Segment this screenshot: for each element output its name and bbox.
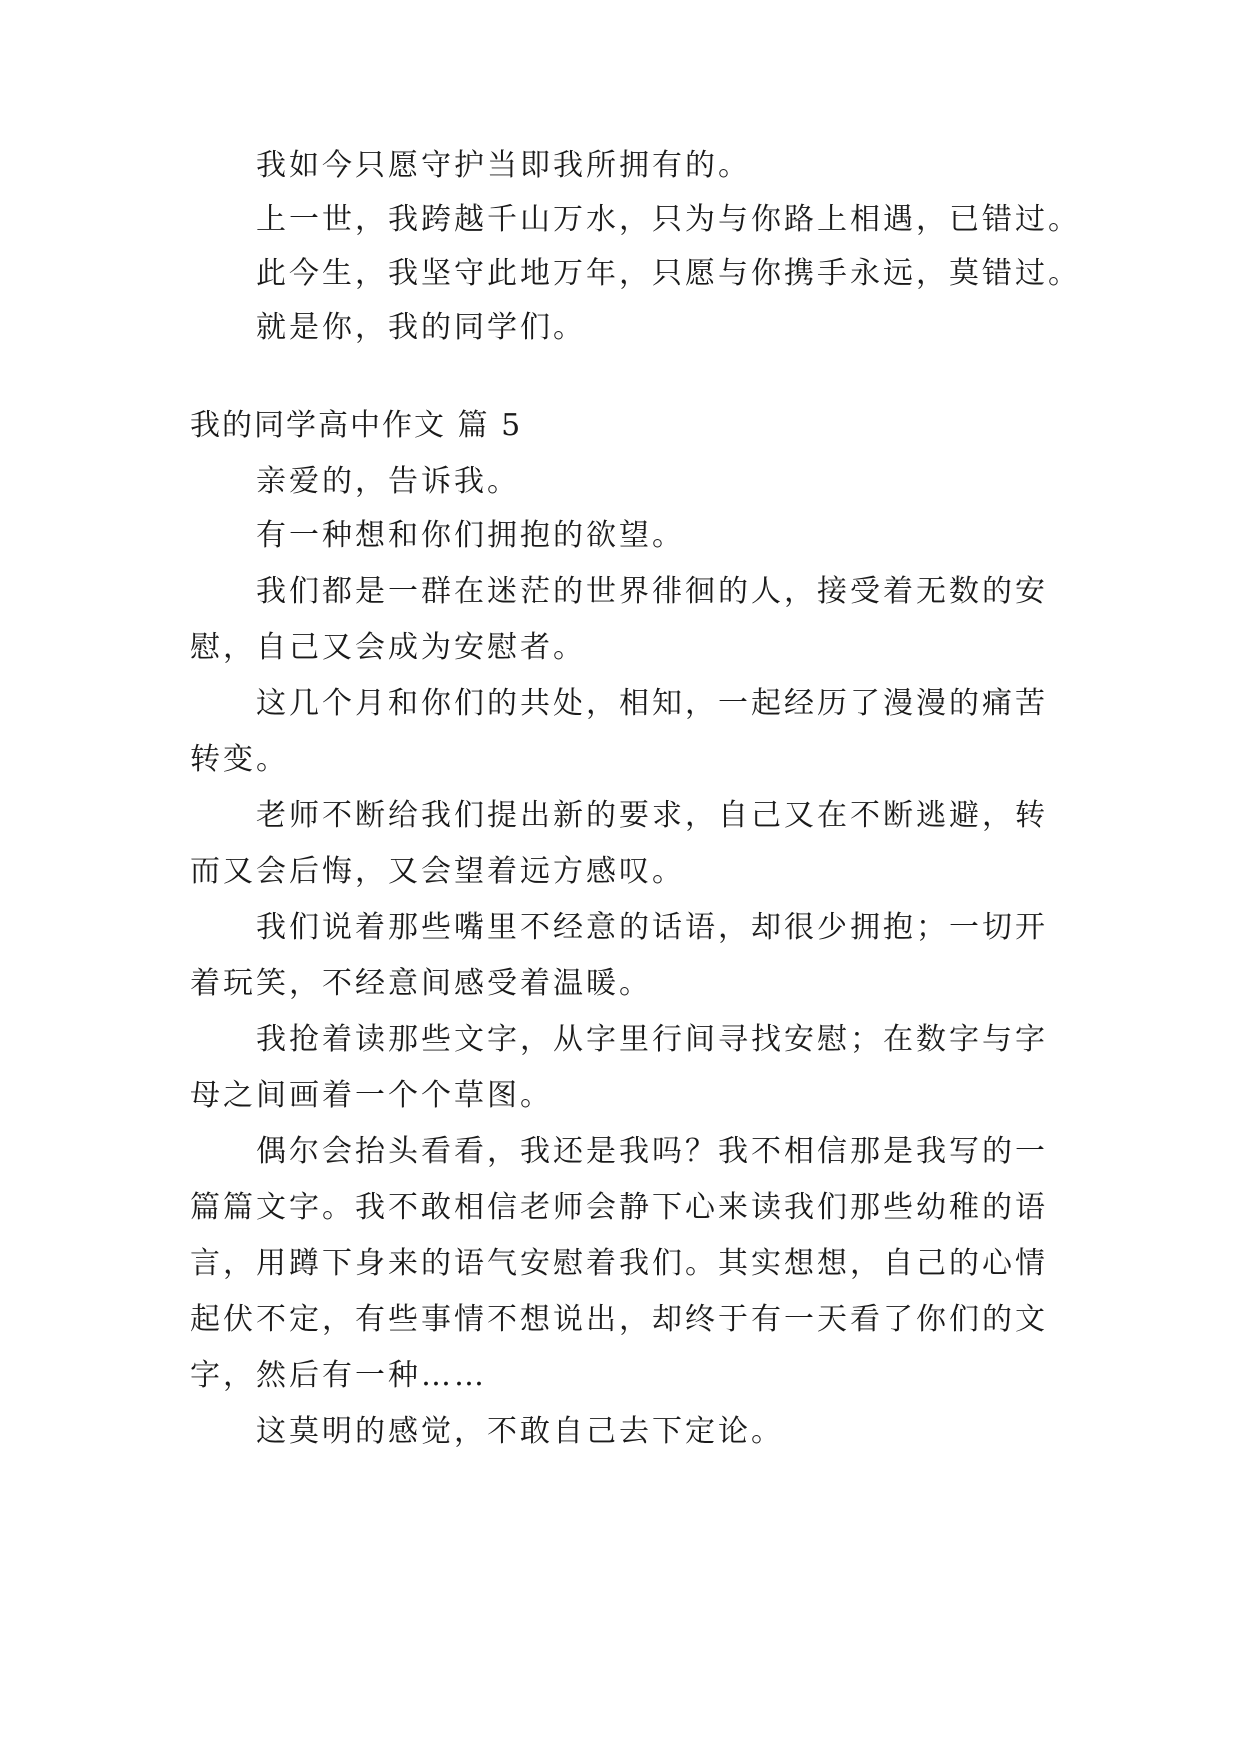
- paragraph-line: 偶尔会抬头看看，我还是我吗？我不相信那是我写的一: [256, 1134, 1048, 1169]
- paragraph-line: 有一种想和你们拥抱的欲望。: [256, 518, 685, 553]
- paragraph-line: 转变。: [190, 742, 289, 777]
- paragraph-line: 言，用蹲下身来的语气安慰着我们。其实想想，自己的心情: [190, 1246, 1048, 1281]
- paragraph-line: 我如今只愿守护当即我所拥有的。: [256, 148, 751, 183]
- paragraph-line: 起伏不定，有些事情不想说出，却终于有一天看了你们的文: [190, 1302, 1048, 1337]
- paragraph-line: 着玩笑，不经意间感受着温暖。: [190, 966, 652, 1001]
- paragraph-line: 而又会后悔，又会望着远方感叹。: [190, 854, 685, 889]
- paragraph-line: 我抢着读那些文字，从字里行间寻找安慰；在数字与字: [256, 1022, 1048, 1057]
- paragraph-line: 就是你，我的同学们。: [256, 310, 586, 345]
- paragraph-line: 慰，自己又会成为安慰者。: [190, 630, 586, 665]
- paragraph-line: 篇篇文字。我不敢相信老师会静下心来读我们那些幼稚的语: [190, 1190, 1048, 1225]
- paragraph-line: 老师不断给我们提出新的要求，自己又在不断逃避，转: [256, 798, 1048, 833]
- paragraph-line: 亲爱的，告诉我。: [256, 464, 520, 499]
- paragraph-line: 这莫明的感觉，不敢自己去下定论。: [256, 1414, 784, 1449]
- paragraph-line: 字，然后有一种……: [190, 1358, 487, 1393]
- paragraph-line: 我们都是一群在迷茫的世界徘徊的人，接受着无数的安: [256, 574, 1048, 609]
- paragraph-line: 母之间画着一个个草图。: [190, 1078, 553, 1113]
- paragraph-line: 上一世，我跨越千山万水，只为与你路上相遇，已错过。: [256, 202, 1081, 237]
- paragraph-line: 这几个月和你们的共处，相知，一起经历了漫漫的痛苦: [256, 686, 1048, 721]
- section-heading: 我的同学高中作文 篇 5: [190, 408, 523, 443]
- paragraph-line: 此今生，我坚守此地万年，只愿与你携手永远，莫错过。: [256, 256, 1081, 291]
- paragraph-line: 我们说着那些嘴里不经意的话语，却很少拥抱；一切开: [256, 910, 1048, 945]
